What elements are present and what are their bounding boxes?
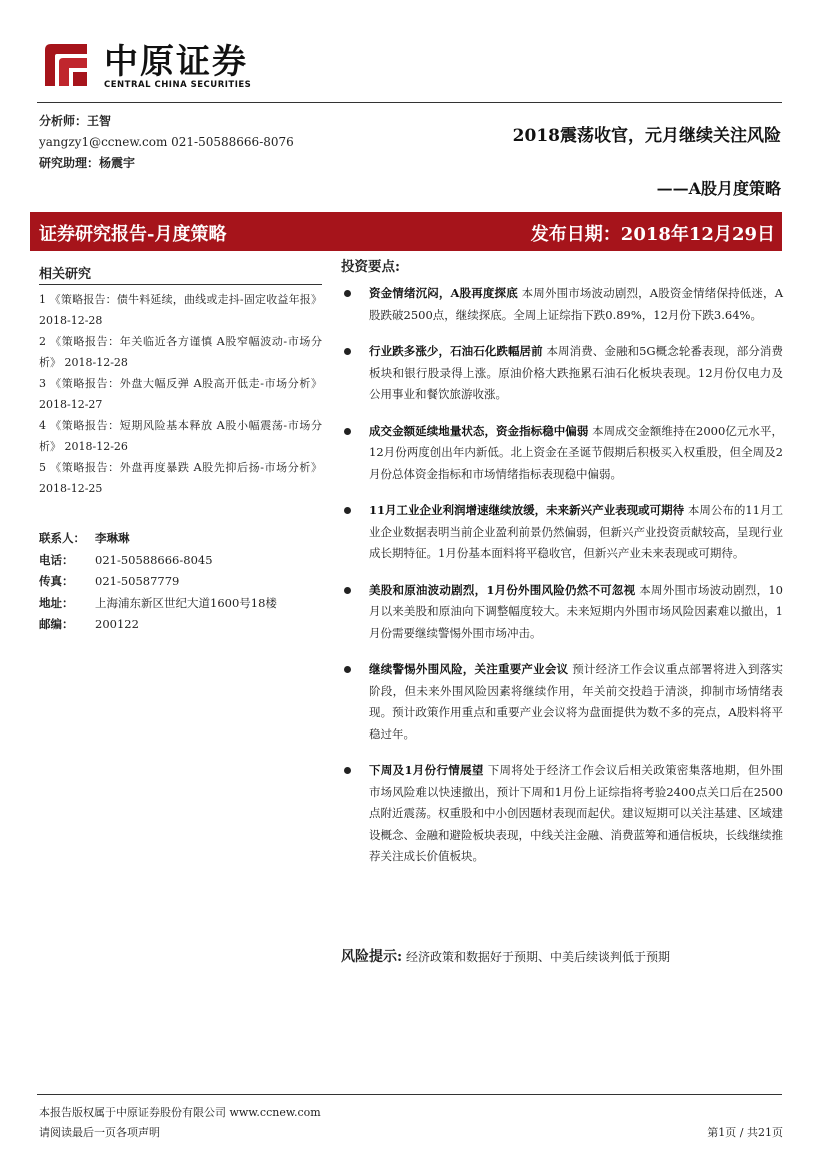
highlight-item: [341, 500, 783, 565]
analyst-info: [39, 111, 294, 174]
highlight-head: 继续警惕外围风险，关注重要产业会议: [369, 662, 569, 676]
bullet-icon: [344, 587, 351, 594]
address-value: 上海浦东新区世纪大道1600号18楼: [95, 595, 277, 610]
address-label: 地址：: [39, 595, 74, 610]
bullet-icon: [344, 290, 351, 297]
postcode-label: 邮编：: [39, 617, 74, 631]
company-logo-icon: [41, 40, 91, 90]
header-divider: [37, 102, 782, 103]
logo-english-text: CENTRAL CHINA SECURITIES: [104, 80, 252, 90]
assistant-name: 杨震宇: [99, 156, 136, 170]
highlight-body: 本周消费、金融和5G概念轮番表现，部分消费板块和银行股录得上涨。原油价格大跌拖累石油石化板块表现。12月份仅电力及公用事业和餐饮旅游收涨。: [369, 344, 783, 401]
risk-label: 风险提示:: [341, 949, 403, 965]
highlight-head: 成交金额延续地量状态，资金指标稳中偏弱: [369, 423, 589, 438]
highlight-item: [341, 760, 783, 868]
highlight-item: [341, 283, 783, 326]
highlight-head: 行业跌多涨少，石油石化跌幅居前: [369, 344, 543, 358]
highlight-body: 本周外围市场波动剧烈，A股资金情绪保持低迷，A股跌破2500点，继续探底。全周上证综指下跌0.89%，12月份下跌3.64%。: [369, 286, 784, 322]
highlight-head: 11月工业企业利润增速继续放缓，未来新兴产业表现或可期待: [369, 503, 685, 517]
contact-label: 联系人：: [39, 531, 85, 545]
highlight-item: [341, 580, 783, 645]
bullet-icon: [344, 507, 351, 514]
analyst-contact: yangzy1@ccnew.com 021-50588666-8076: [39, 135, 294, 149]
logo-chinese-text: 中原证券: [104, 42, 248, 82]
phone-value: 021-50588666-8045: [95, 552, 213, 567]
related-research-title: 相关研究: [39, 263, 322, 285]
postcode-value: 200122: [95, 617, 139, 631]
page-number: 第1页 / 共21页: [707, 1126, 783, 1139]
report-title: 2018震荡收官，元月继续关注风险: [512, 126, 781, 146]
highlight-head: 美股和原油波动剧烈，1月份外围风险仍然不可忽视: [369, 582, 636, 597]
bullet-icon: [344, 767, 351, 774]
related-research: [39, 263, 322, 499]
contact-person: 李琳琳: [95, 531, 130, 545]
fax-label: 传真：: [39, 574, 74, 588]
related-research-item[interactable]: 2 《策略报告：年关临近各方谨慎 A股窄幅波动-市场分析》 2018-12-28: [39, 335, 322, 369]
highlight-item: [341, 341, 783, 406]
highlight-item: [341, 421, 783, 486]
highlight-head: 下周及1月份行情展望: [369, 763, 484, 777]
report-type: 证券研究报告-月度策略: [39, 224, 227, 245]
risk-warning: [341, 946, 670, 966]
related-research-item[interactable]: 3 《策略报告：外盘大幅反弹 A股高开低走-市场分析》 2018-12-27: [39, 377, 322, 411]
bullet-icon: [344, 666, 351, 673]
related-research-item[interactable]: 1 《策略报告：债牛料延续，曲线或走抖-固定收益年报》 2018-12-28: [39, 293, 322, 327]
report-subtitle: ——A股月度策略: [656, 179, 781, 198]
footer-disclaimer: 请阅读最后一页各项声明: [39, 1126, 160, 1139]
contact-block: [39, 528, 322, 636]
highlight-body: 本周外围市场波动剧烈，10月以来美股和原油向下调整幅度较大。未来短期内外围市场风险因素难以撤出，1月份需要继续警惕外围市场冲击。: [369, 582, 783, 640]
highlight-body: 预计经济工作会议重点部署将进入到落实阶段，但未来外围风险因素将继续作用，年关前交投趋于清淡，抑制市场情绪表现。预计政策作用重点和重要产业会议将为盘面提供为数不多的亮点，A股料将平稳过年。: [369, 662, 783, 741]
investment-highlights: [341, 255, 783, 883]
related-research-item[interactable]: 4 《策略报告：短期风险基本释放 A股小幅震荡-市场分析》 2018-12-26: [39, 419, 322, 453]
bullet-icon: [344, 348, 351, 355]
investment-title: 投资要点:: [341, 259, 400, 275]
highlight-head: 资金情绪沉闷，A股再度探底: [369, 286, 518, 300]
publish-date: 发布日期：2018年12月29日: [530, 224, 775, 245]
fax-value: 021-50587779: [95, 574, 180, 588]
highlight-body: 本周公布的11月工业企业数据表明当前企业盈利前景仍然偏弱，但新兴产业投资贡献较高，呈现行业成长期特征。1月份基本面料将平稳收官，但新兴产业未来表现或可期待。: [369, 503, 783, 560]
bullet-icon: [344, 428, 351, 435]
related-research-item[interactable]: 5 《策略报告：外盘再度暴跌 A股先抑后扬-市场分析》 2018-12-25: [39, 461, 322, 495]
highlight-item: [341, 659, 783, 745]
risk-text: 经济政策和数据好于预期、中美后续谈判低于预期: [402, 950, 670, 964]
highlight-body: 本周成交金额维持在2000亿元水平，12月份两度创出年内新低。北上资金在圣诞节假期后积极买入权重股，但全周及2月份总体资金指标和市场情绪指标表现稳中偏弱。: [369, 423, 784, 481]
footer-copyright: 本报告版权属于中原证券股份有限公司 www.ccnew.com: [39, 1106, 321, 1119]
footer-divider: [37, 1094, 782, 1095]
analyst-label: 分析师：: [39, 114, 88, 128]
highlight-body: 下周将处于经济工作会议后相关政策密集落地期，但外围市场风险难以快速撤出，预计下周和1月份上证综指将考验2400点关口后在2500点附近震荡。权重股和中小创因题材表现而起伏。建议短期可以关注基建、区域建设概念、金融和避险板块表现，中线关注金融、消费蓝筹和通信板块，长线继续推荐关注成长价值板块。: [369, 763, 783, 863]
assistant-label: 研究助理：: [39, 156, 100, 170]
phone-label: 电话：: [39, 552, 74, 567]
analyst-name: 王智: [87, 114, 112, 128]
